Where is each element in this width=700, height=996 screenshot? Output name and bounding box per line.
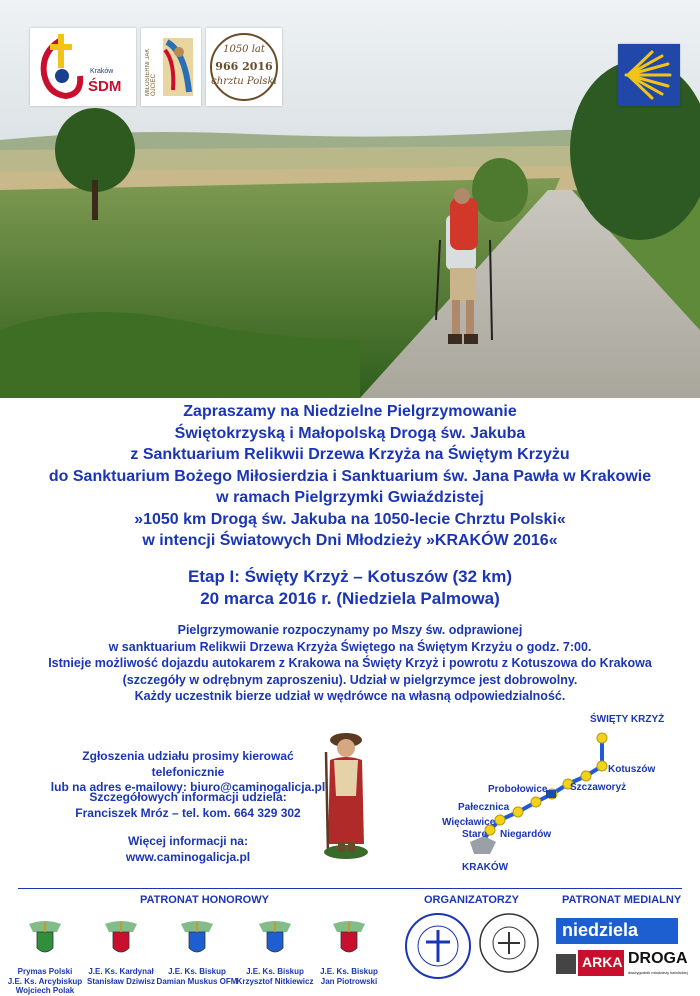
route-stop: [531, 797, 541, 807]
patronat-honorowy-heading: PATRONAT HONOROWY: [140, 894, 269, 906]
hero-photo: [0, 0, 700, 398]
info-line: (szczegóły w odrębnym zaproszeniu). Udział w pielgrzymce jest dobrowolny.: [122, 672, 578, 687]
place-label: Probołowice: [488, 784, 548, 795]
coat-of-arms-icon: [327, 918, 371, 958]
headline-line: w ramach Pielgrzymki Gwiaździstej: [216, 489, 484, 506]
coat-of-arms-icon: [23, 918, 67, 958]
info-line: Pielgrzymowanie rozpoczynamy po Mszy św. odprawionej: [177, 623, 523, 637]
headline-line: »1050 km Drogą św. Jakuba na 1050-lecie Chrztu Polski«: [134, 510, 566, 528]
footer-divider: [18, 888, 682, 889]
info-line: w sanktuarium Relikwii Drzewa Krzyża Świętego na Świętym Krzyżu o godz. 7:00.: [108, 639, 592, 654]
route-stop: [597, 733, 607, 743]
brotherhood-seal-icon: [404, 912, 472, 980]
saint-james-statue: [318, 726, 374, 866]
place-label-stare: Stare: [462, 829, 488, 840]
info-line: Każdy uczestnik bierze udział w wędrówce na własną odpowiedzialność.: [134, 689, 566, 703]
media-small-logo: [556, 954, 576, 974]
pilgrimage-details: [0, 622, 700, 705]
droga-tagline: dwutygodnik młodzieży katolickiej: [628, 970, 688, 975]
camino-shell-logo: [618, 44, 680, 106]
signup-info: [48, 749, 328, 796]
more-line: Więcej informacji na:: [128, 834, 248, 848]
headline-line: z Sanktuarium Relikwii Drzewa Krzyża na Świętym Krzyżu: [130, 446, 570, 463]
headline-line: Zapraszamy na Niedzielne Pielgrzymowanie: [183, 403, 517, 420]
website-link[interactable]: www.caminogalicja.pl: [125, 849, 251, 864]
headline-line: Świętokrzyską i Małopolską Drogą św. Jakuba: [174, 424, 526, 442]
bishop-patron: [152, 918, 242, 986]
stage-info: [0, 566, 700, 609]
bishop-name: J.E. Ks. Biskup Damian Muskus OFM: [156, 967, 238, 986]
details-info: [48, 790, 328, 821]
droga-text: DROGA: [628, 950, 688, 967]
route-map: [440, 712, 690, 876]
patronat-medialny-heading: PATRONAT MEDIALNY: [562, 894, 682, 906]
stage-date: 20 marca 2016 r. (Niedziela Palmowa): [200, 588, 500, 608]
details-line: Szczegółowych informacji udziela:: [89, 790, 287, 804]
arka-logo: [578, 950, 624, 976]
niedziela-text: niedziela: [562, 920, 639, 940]
bishop-name: J.E. Ks. Kardynał Stanisław Dziwisz: [86, 967, 156, 986]
confraternity-seal-icon: [478, 912, 540, 974]
route-stop: [495, 815, 505, 825]
sdm-logo: [30, 28, 136, 106]
place-label: KRAKÓW: [462, 862, 509, 873]
place-label: Szczaworyż: [570, 782, 627, 793]
coat-of-arms-icon: [99, 918, 143, 958]
sdm-city: Kraków: [90, 68, 114, 75]
sdm-name: ŚDM: [88, 78, 122, 95]
misericordia-text: MIŁOSIERNI JAK OJCIEC: [145, 48, 157, 96]
more-info: [48, 834, 328, 865]
coat-of-arms-icon: [253, 918, 297, 958]
sdm-emblem-icon: [36, 32, 86, 102]
place-label-wieclawice: Więcławice: [442, 817, 496, 828]
details-phone: Franciszek Mróz – tel. kom. 664 329 302: [75, 805, 301, 820]
place-label: Kotuszów: [608, 764, 656, 775]
chrzest-line1: 1050 lat: [223, 44, 265, 55]
bishop-patron: [304, 918, 394, 986]
coat-of-arms-icon: [175, 918, 219, 958]
shell-marker-icon: [546, 790, 556, 798]
bishop-name: Prymas Polski J.E. Ks. Arcybiskup Wojciech Polak: [7, 967, 83, 995]
place-label: Niegardów: [500, 829, 552, 840]
headline-line: do Sanktuarium Bożego Miłosierdzia i Sanktuarium św. Jana Pawła w Krakowie: [48, 467, 652, 485]
bishop-name: J.E. Ks. Biskup Jan Piotrowski: [320, 967, 378, 986]
organizatorzy-heading: ORGANIZATORZY: [424, 894, 519, 906]
chrzest-line2: 966 2016: [215, 60, 273, 73]
route-stop: [597, 761, 607, 771]
headline-line: w intencji Światowych Dni Młodzieży »KRAKÓW 2016«: [142, 532, 558, 549]
jubilee-emblem-icon: [155, 32, 199, 102]
stage-title: Etap I: Święty Krzyż – Kotuszów (32 km): [187, 567, 512, 586]
misericordia-logo: [141, 28, 201, 106]
arka-text: ARKA: [582, 954, 623, 970]
route-stop: [581, 771, 591, 781]
place-label: Pałecznica: [458, 802, 510, 813]
chrzest-line3: chrztu Polski: [211, 76, 277, 87]
bishop-name: J.E. Ks. Biskup Krzysztof Nitkiewicz: [236, 967, 314, 986]
niedziela-logo: [556, 918, 678, 944]
signup-line: Zgłoszenia udziału prosimy kierować telefonicznie: [82, 749, 294, 779]
scallop-shell-icon: [618, 44, 680, 106]
place-label: ŚWIĘTY KRZYŻ: [590, 714, 665, 725]
chrzest-polski-logo: [206, 28, 282, 106]
signup-email[interactable]: lub na adres e-mailowy: biuro@caminogalicja.pl: [50, 780, 326, 794]
info-line: Istnieje możliwość dojazdu autokarem z Krakowa na Święty Krzyż i powrotu z Kotuszowa do Krakowa: [48, 656, 652, 670]
invitation-headline: [0, 401, 700, 552]
route-stop: [513, 807, 523, 817]
droga-logo: [628, 950, 688, 980]
